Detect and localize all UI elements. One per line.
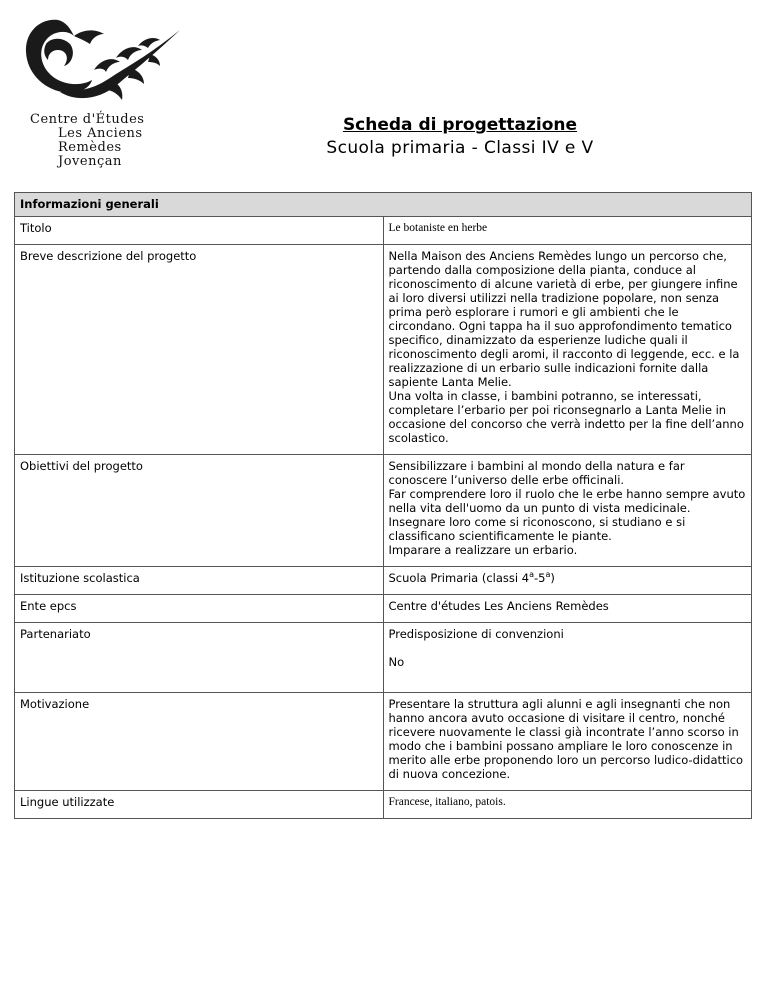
superscript: a — [545, 570, 551, 580]
table-row — [15, 693, 752, 791]
value-text: Scuola Primaria (classi 4 — [388, 571, 530, 585]
table-row — [15, 623, 752, 693]
row-value — [383, 455, 752, 567]
value-text: Predisposizione di convenzioni — [388, 627, 564, 641]
table-row — [15, 567, 752, 595]
logo-line: Remèdes — [58, 140, 122, 155]
superscript: a — [529, 570, 534, 580]
page-subtitle: Scuola primaria - Classi IV e V — [326, 138, 594, 158]
table-row — [15, 455, 752, 567]
objective-line: Imparare a realizzare un erbario. — [388, 543, 578, 557]
spacer — [389, 669, 747, 683]
row-value: Centre d'études Les Anciens Remèdes — [383, 595, 752, 623]
row-label: Partenariato — [15, 623, 384, 693]
value-text: -5 — [533, 571, 546, 585]
row-label: Lingue utilizzate — [15, 791, 384, 819]
table-row — [15, 245, 752, 455]
row-label: Titolo — [15, 217, 384, 245]
value-text: No — [388, 655, 405, 669]
logo-line: Jovençan — [58, 154, 122, 169]
page-title: Scheda di progettazione — [342, 115, 578, 135]
row-value — [383, 623, 752, 693]
objective-line: Insegnare loro come si riconoscono, si studiano e si classificano scientificamente le piante. — [388, 515, 686, 543]
table-row — [15, 791, 752, 819]
value-text: ) — [550, 571, 555, 585]
logo-text — [30, 113, 190, 169]
table-header: Informazioni generali — [15, 193, 752, 217]
description-paragraph: Una volta in classe, i bambini potranno, se interessati, completare l’erbario per poi riconsegnarlo a Lanta Melie in occasione del concorso che verrà indetto per la fine dell’anno scolastico. — [388, 389, 744, 445]
table-row — [15, 595, 752, 623]
row-value: Le botaniste en herbe — [383, 217, 752, 245]
row-label: Obiettivi del progetto — [15, 455, 384, 567]
objective-line: Far comprendere loro il ruolo che le erbe hanno sempre avuto nella vita dell'uomo da un punto di vista medicinale. — [388, 487, 746, 515]
row-label: Istituzione scolastica — [15, 567, 384, 595]
logo-line: Centre d'Études — [30, 112, 145, 127]
row-label: Ente epcs — [15, 595, 384, 623]
table-header-row — [15, 193, 752, 217]
row-value: Presentare la struttura agli alunni e agli insegnanti che non hanno ancora avuto occasione di visitare il centro, nonché ricevere nuovamente le classi già incontrate l’anno scorso in modo che i bambini possano ampliare le loro conoscenze in merito alle erbe proponendo loro un percorso ludico-didattico di nuova concezione. — [383, 693, 752, 791]
row-value — [383, 245, 752, 455]
logo-line: Les Anciens — [58, 126, 143, 141]
document-title — [300, 114, 620, 160]
fern-scroll-logo-icon — [20, 10, 185, 115]
description-paragraph: Nella Maison des Anciens Remèdes lungo un percorso che, partendo dalla composizione della pianta, conduce al riconoscimento di alcune varietà di erbe, per giungere infine ai loro diversi utilizzi nella tradizione popolare, non senza prima però esplorare i rumori e gli ambienti che le circondano. Ogni tappa ha il suo approfondimento tematico specifico, dinamizzato da esperienze ludiche quali il riconoscimento degli aromi, il racconto di leggende, ecc. e la realizzazione di un erbario sulle indicazioni fornite dalla sapiente Lanta Melie. — [388, 249, 740, 389]
spacer — [389, 641, 747, 655]
row-value — [383, 567, 752, 595]
row-label: Breve descrizione del progetto — [15, 245, 384, 455]
row-value: Francese, italiano, patois. — [383, 791, 752, 819]
table-row — [15, 217, 752, 245]
centre-logo — [20, 10, 185, 168]
row-label: Motivazione — [15, 693, 384, 791]
objective-line: Sensibilizzare i bambini al mondo della natura e far conoscere l’universo delle erbe officinali. — [388, 459, 685, 487]
info-table — [14, 192, 752, 819]
